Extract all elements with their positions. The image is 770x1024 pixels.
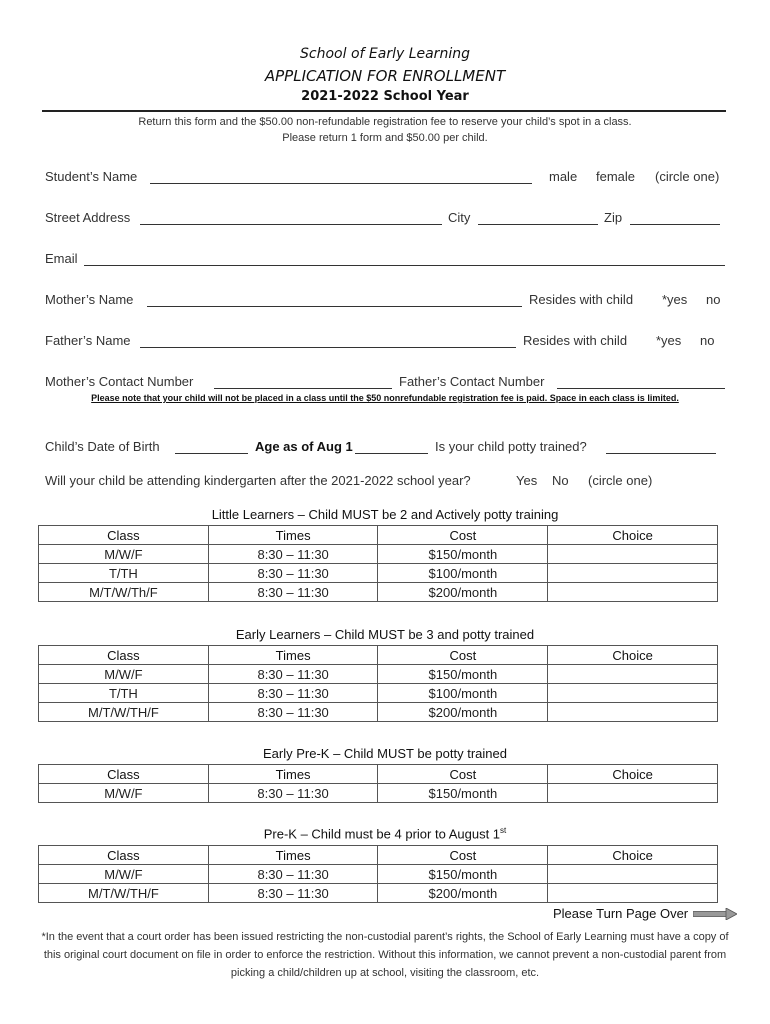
father-resides-no[interactable]: no — [700, 333, 715, 348]
header-divider — [42, 110, 726, 112]
pre-k-title-text: Pre-K – Child must be 4 prior to August 1 — [263, 826, 501, 842]
email-label: Email — [45, 251, 78, 266]
choice-cell[interactable] — [548, 784, 718, 803]
table-header-row — [39, 846, 718, 865]
table-header-row — [39, 646, 718, 665]
table-row — [39, 784, 718, 803]
class-cell: M/T/W/TH/F — [39, 703, 209, 722]
zip-label: Zip — [604, 210, 623, 225]
mother-name-field[interactable] — [147, 306, 522, 307]
age-label: Age as of Aug 1 — [255, 439, 353, 454]
gender-female-option[interactable]: female — [596, 169, 636, 184]
kindergarten-yes[interactable]: Yes — [516, 473, 538, 488]
times-cell: 8:30 – 11:30 — [208, 665, 378, 684]
times-cell: 8:30 – 11:30 — [208, 684, 378, 703]
dob-label: Child’s Date of Birth — [45, 439, 160, 454]
mother-resides-yes[interactable]: *yes — [662, 292, 688, 307]
kindergarten-question: Will your child be attending kindergarten after the 2021-2022 school year? — [45, 473, 471, 488]
class-cell: T/TH — [39, 684, 209, 703]
intro-line-1: Return this form and the $50.00 non-refundable registration fee to reserve your child’s spot in a class. — [138, 116, 632, 128]
student-name-field[interactable] — [150, 183, 532, 184]
table-row — [39, 865, 718, 884]
times-cell: 8:30 – 11:30 — [208, 703, 378, 722]
table-row — [39, 564, 718, 583]
table-row — [39, 583, 718, 602]
col-choice-header: Choice — [548, 765, 718, 784]
class-cell: M/W/F — [39, 665, 209, 684]
email-field[interactable] — [84, 265, 725, 266]
col-choice-header: Choice — [548, 846, 718, 865]
choice-cell[interactable] — [548, 865, 718, 884]
choice-cell[interactable] — [548, 884, 718, 903]
table-row — [39, 684, 718, 703]
class-cell: M/W/F — [39, 545, 209, 564]
father-contact-field[interactable] — [557, 388, 725, 389]
cost-cell: $150/month — [378, 665, 548, 684]
table-row — [39, 665, 718, 684]
class-cell: M/W/F — [39, 784, 209, 803]
cost-cell: $100/month — [378, 564, 548, 583]
col-class-header: Class — [39, 846, 209, 865]
col-choice-header: Choice — [548, 646, 718, 665]
court-order-disclaimer: *In the event that a court order has been issued restricting the non-custodial parent’s rights, the School of Early Learning must have a copy of this original court document on file in order to enforce the restriction. Without this information, we cannot prevent a non-custodial parent from picking a child/children up at school, visiting the classroom, etc. — [41, 931, 729, 979]
schedule-table-early-learners — [38, 645, 718, 722]
intro-line-2: Please return 1 form and $50.00 per child. — [282, 132, 488, 144]
schedule-table-little-learners — [38, 525, 718, 602]
program-title-early-pre-k: Early Pre-K – Child MUST be potty trained — [263, 746, 507, 761]
mother-name-label: Mother’s Name — [45, 292, 134, 307]
school-name: School of Early Learning — [300, 46, 470, 62]
col-times-header: Times — [208, 765, 378, 784]
col-class-header: Class — [39, 765, 209, 784]
schedule-table-pre-k — [38, 845, 718, 903]
kindergarten-no[interactable]: No — [552, 473, 569, 488]
turn-page-label: Please Turn Page Over — [553, 906, 689, 921]
class-cell: M/T/W/Th/F — [39, 583, 209, 602]
cost-cell: $150/month — [378, 784, 548, 803]
dob-field[interactable] — [175, 453, 248, 454]
program-title-little-learners: Little Learners – Child MUST be 2 and Actively potty training — [211, 507, 559, 522]
form-title: APPLICATION FOR ENROLLMENT — [264, 67, 506, 85]
times-cell: 8:30 – 11:30 — [208, 884, 378, 903]
mother-resides-label: Resides with child — [529, 292, 634, 307]
zip-field[interactable] — [630, 224, 720, 225]
kindergarten-circle-hint: (circle one) — [588, 473, 653, 488]
cost-cell: $200/month — [378, 703, 548, 722]
col-times-header: Times — [208, 526, 378, 545]
choice-cell[interactable] — [548, 684, 718, 703]
program-title-pre-k — [0, 826, 770, 841]
mother-contact-label: Mother’s Contact Number — [45, 374, 194, 389]
cost-cell: $200/month — [378, 884, 548, 903]
times-cell: 8:30 – 11:30 — [208, 865, 378, 884]
student-name-label: Student’s Name — [45, 169, 138, 184]
mother-resides-no[interactable]: no — [706, 292, 721, 307]
street-label: Street Address — [45, 210, 131, 225]
times-cell: 8:30 – 11:30 — [208, 564, 378, 583]
city-field[interactable] — [478, 224, 598, 225]
father-contact-label: Father’s Contact Number — [399, 374, 545, 389]
gender-circle-hint: (circle one) — [655, 169, 720, 184]
choice-cell[interactable] — [548, 564, 718, 583]
potty-label: Is your child potty trained? — [435, 439, 587, 454]
school-year: 2021-2022 School Year — [301, 89, 469, 104]
choice-cell[interactable] — [548, 665, 718, 684]
arrow-right-icon — [693, 908, 737, 920]
city-label: City — [448, 210, 471, 225]
father-name-field[interactable] — [140, 347, 516, 348]
col-class-header: Class — [39, 526, 209, 545]
father-name-label: Father’s Name — [45, 333, 131, 348]
col-choice-header: Choice — [548, 526, 718, 545]
col-times-header: Times — [208, 846, 378, 865]
age-field[interactable] — [355, 453, 428, 454]
col-cost-header: Cost — [378, 765, 548, 784]
cost-cell: $150/month — [378, 865, 548, 884]
father-resides-label: Resides with child — [523, 333, 628, 348]
col-times-header: Times — [208, 646, 378, 665]
potty-field[interactable] — [606, 453, 716, 454]
col-class-header: Class — [39, 646, 209, 665]
choice-cell[interactable] — [548, 583, 718, 602]
table-row — [39, 545, 718, 564]
cost-cell: $200/month — [378, 583, 548, 602]
times-cell: 8:30 – 11:30 — [208, 784, 378, 803]
col-cost-header: Cost — [378, 526, 548, 545]
col-cost-header: Cost — [378, 646, 548, 665]
cost-cell: $150/month — [378, 545, 548, 564]
col-cost-header: Cost — [378, 846, 548, 865]
times-cell: 8:30 – 11:30 — [208, 583, 378, 602]
program-title-early-learners: Early Learners – Child MUST be 3 and potty trained — [235, 627, 535, 642]
mother-contact-field[interactable] — [214, 388, 392, 389]
pre-k-title-sup: st — [500, 826, 507, 835]
father-resides-yes[interactable]: *yes — [656, 333, 682, 348]
table-row — [39, 884, 718, 903]
table-header-row — [39, 526, 718, 545]
schedule-table-early-pre-k — [38, 764, 718, 803]
class-cell: M/W/F — [39, 865, 209, 884]
table-row — [39, 703, 718, 722]
class-cell: M/T/W/TH/F — [39, 884, 209, 903]
table-header-row — [39, 765, 718, 784]
fee-note: Please note that your child will not be placed in a class until the $50 nonrefundable registration fee is paid. Space in each class is limited. — [91, 393, 679, 403]
class-cell: T/TH — [39, 564, 209, 583]
street-field[interactable] — [140, 224, 442, 225]
gender-male-option[interactable]: male — [549, 169, 578, 184]
choice-cell[interactable] — [548, 703, 718, 722]
choice-cell[interactable] — [548, 545, 718, 564]
cost-cell: $100/month — [378, 684, 548, 703]
times-cell: 8:30 – 11:30 — [208, 545, 378, 564]
